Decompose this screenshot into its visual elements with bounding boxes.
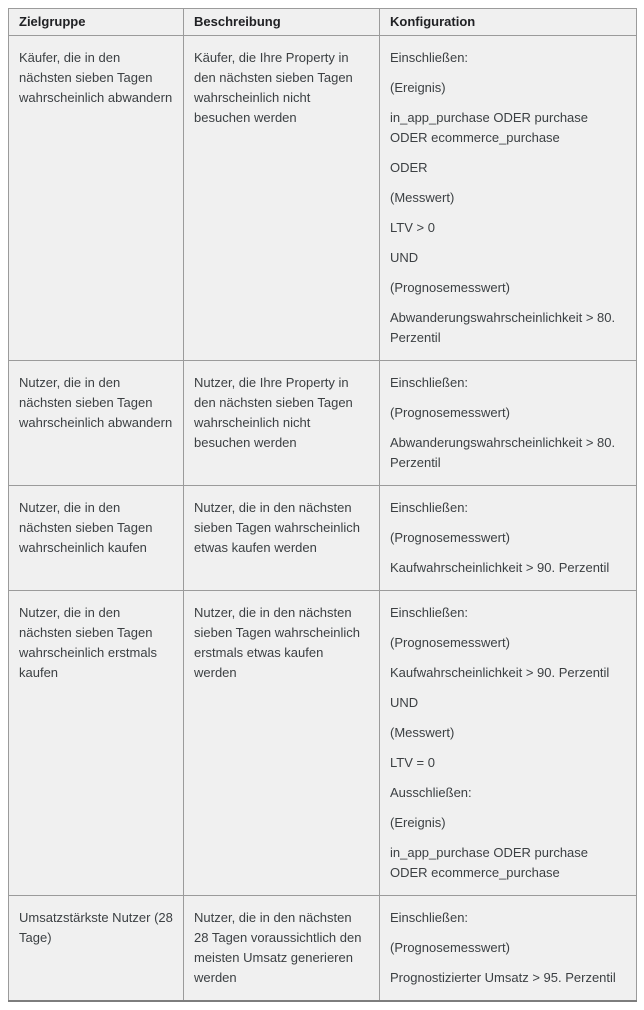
konfiguration-line: (Prognosemesswert)	[390, 530, 510, 545]
table-row	[9, 486, 637, 591]
cell-beschreibung: Nutzer, die in den nächsten sieben Tagen wahrscheinlich etwas kaufen werden	[184, 486, 380, 591]
cell-beschreibung: Nutzer, die in den nächsten sieben Tagen wahrscheinlich erstmals etwas kaufen werden	[184, 591, 380, 896]
table-row	[9, 361, 637, 486]
cell-beschreibung: Käufer, die Ihre Property in den nächsten sieben Tagen wahrscheinlich nicht besuchen werden	[184, 36, 380, 361]
cell-konfiguration	[380, 361, 637, 486]
table-row	[9, 36, 637, 361]
konfiguration-line: (Messwert)	[390, 725, 455, 740]
konfiguration-line: (Ereignis)	[390, 815, 446, 830]
konfiguration-line: (Prognosemesswert)	[390, 405, 510, 420]
konfiguration-line: Kaufwahrscheinlichkeit > 90. Perzentil	[390, 665, 610, 680]
cell-zielgruppe: Nutzer, die in den nächsten sieben Tagen wahrscheinlich abwandern	[9, 361, 184, 486]
table-row	[9, 591, 637, 896]
konfiguration-line: Kaufwahrscheinlichkeit > 90. Perzentil	[390, 560, 610, 575]
konfiguration-line: in_app_purchase ODER purchase ODER ecommerce_purchase	[390, 110, 589, 145]
header-row	[9, 9, 637, 36]
konfiguration-line: Prognostizierter Umsatz > 95. Perzentil	[390, 970, 616, 985]
cell-konfiguration	[380, 36, 637, 361]
konfiguration-line: (Ereignis)	[390, 80, 446, 95]
konfiguration-line: UND	[390, 250, 419, 265]
konfiguration-line: LTV = 0	[390, 755, 435, 770]
konfiguration-line: in_app_purchase ODER purchase ODER ecommerce_purchase	[390, 845, 589, 880]
konfiguration-line: (Prognosemesswert)	[390, 635, 510, 650]
konfiguration-line: Abwanderungswahrscheinlichkeit > 80. Perzentil	[390, 435, 616, 470]
konfiguration-line: Einschließen:	[390, 375, 469, 390]
cell-zielgruppe: Käufer, die in den nächsten sieben Tagen wahrscheinlich abwandern	[9, 36, 184, 361]
column-header-zielgruppe: Zielgruppe	[9, 9, 184, 36]
konfiguration-line: ODER	[390, 160, 428, 175]
cell-konfiguration	[380, 486, 637, 591]
column-header-beschreibung: Beschreibung	[184, 9, 380, 36]
konfiguration-line: (Prognosemesswert)	[390, 940, 510, 955]
konfiguration-line: Einschließen:	[390, 910, 469, 925]
konfiguration-line: Ausschließen:	[390, 785, 472, 800]
konfiguration-line: Einschließen:	[390, 500, 469, 515]
cell-beschreibung: Nutzer, die in den nächsten 28 Tagen voraussichtlich den meisten Umsatz generieren werden	[184, 896, 380, 1002]
predictive-audiences-table	[8, 8, 637, 1002]
konfiguration-line: LTV > 0	[390, 220, 435, 235]
cell-konfiguration	[380, 591, 637, 896]
cell-zielgruppe: Umsatzstärkste Nutzer (28 Tage)	[9, 896, 184, 1002]
konfiguration-line: Einschließen:	[390, 605, 469, 620]
cell-zielgruppe: Nutzer, die in den nächsten sieben Tagen wahrscheinlich erstmals kaufen	[9, 591, 184, 896]
cell-zielgruppe: Nutzer, die in den nächsten sieben Tagen wahrscheinlich kaufen	[9, 486, 184, 591]
cell-beschreibung: Nutzer, die Ihre Property in den nächsten sieben Tagen wahrscheinlich nicht besuchen werden	[184, 361, 380, 486]
konfiguration-line: Einschließen:	[390, 50, 469, 65]
konfiguration-line: Abwanderungswahrscheinlichkeit > 80. Perzentil	[390, 310, 616, 345]
table-row	[9, 896, 637, 1002]
column-header-konfiguration: Konfiguration	[380, 9, 637, 36]
konfiguration-line: UND	[390, 695, 419, 710]
cell-konfiguration	[380, 896, 637, 1002]
konfiguration-line: (Messwert)	[390, 190, 455, 205]
konfiguration-line: (Prognosemesswert)	[390, 280, 510, 295]
